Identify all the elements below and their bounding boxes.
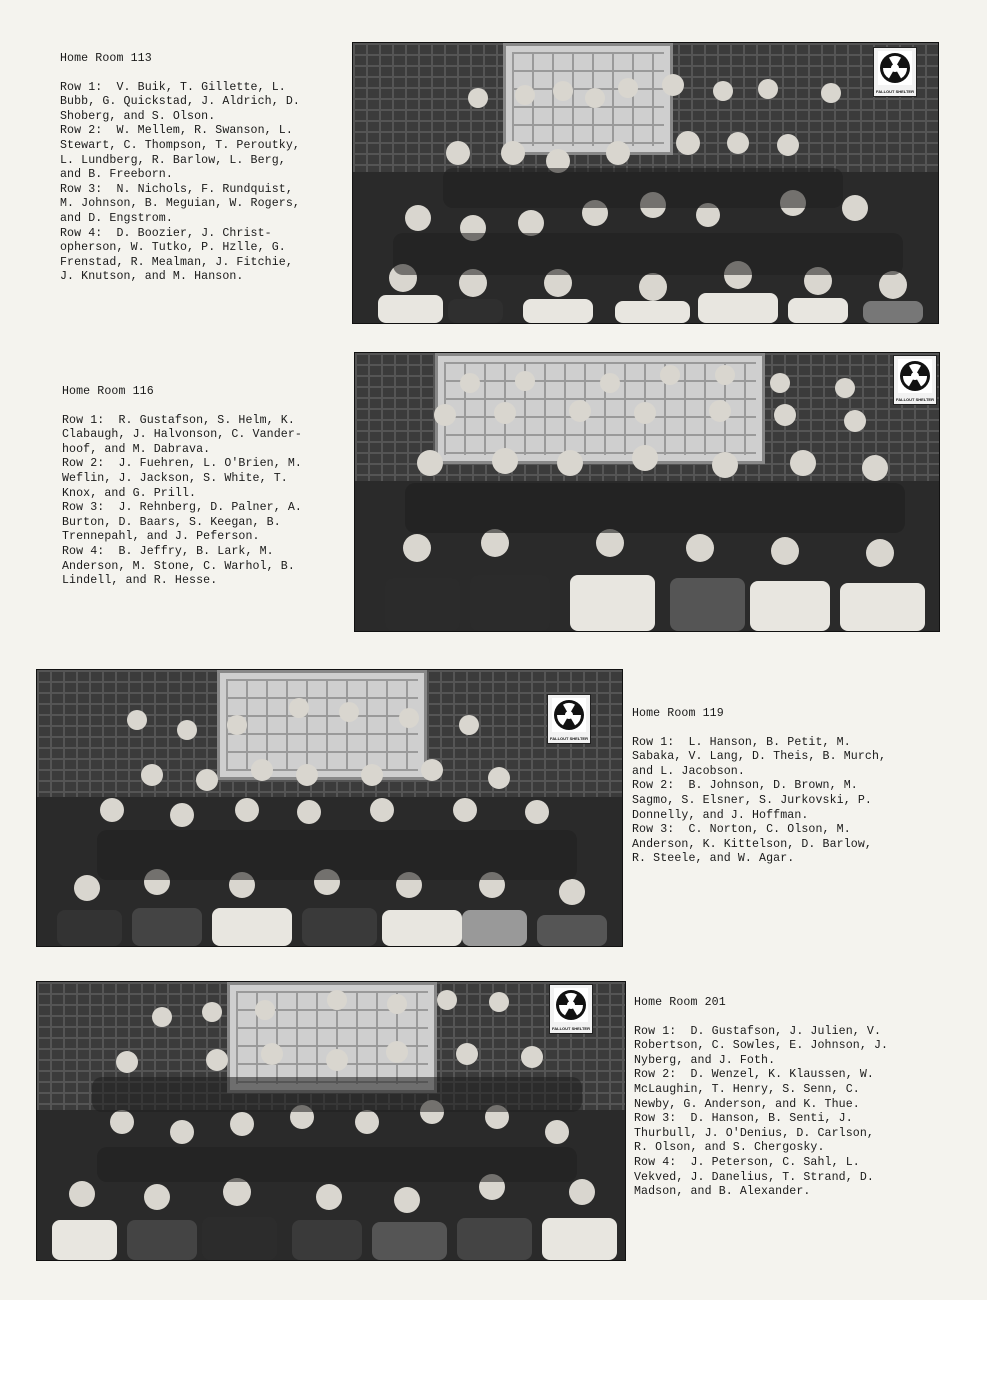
caption-line: Donnelly, and J. Hoffman. <box>632 808 809 822</box>
caption-line: Row 1: L. Hanson, B. Petit, M. <box>632 735 851 749</box>
caption-line: Frenstad, R. Mealman, J. Fitchie, <box>60 255 293 269</box>
caption-line: Shoberg, and S. Olson. <box>60 109 216 123</box>
caption-line: R. Olson, and S. Chergosky. <box>634 1141 825 1155</box>
caption-line: Knox, and G. Prill. <box>62 486 197 500</box>
caption-line: Robertson, C. Sowles, E. Johnson, J. <box>634 1039 889 1053</box>
caption-line: and L. Jacobson. <box>632 764 745 778</box>
caption-line: hoof, and M. Dabrava. <box>62 442 211 456</box>
caption-line: Burton, D. Baars, S. Keegan, B. <box>62 515 281 529</box>
caption-line: Anderson, K. Kittelson, D. Barlow, <box>632 837 872 851</box>
caption-line: Sabaka, V. Lang, D. Theis, B. Murch, <box>632 750 887 764</box>
caption-line: Trennepahl, and J. Peferson. <box>62 530 260 544</box>
caption-line: opherson, W. Tutko, P. Hzlle, G. <box>60 241 286 255</box>
caption-home-room-113 <box>60 52 345 285</box>
caption-line: Row 1: D. Gustafson, J. Julien, V. <box>634 1024 882 1038</box>
page-bottom-margin <box>0 1300 987 1390</box>
caption-line: J. Knutson, and M. Hanson. <box>60 270 244 284</box>
caption-home-room-201 <box>634 996 929 1200</box>
section-title: Home Room 119 <box>632 707 724 720</box>
class-photo-home-room-119 <box>36 669 623 947</box>
sign-label: FALLOUT SHELTER <box>876 89 914 94</box>
caption-home-room-119 <box>632 707 922 867</box>
caption-line: Row 2: W. Mellem, R. Swanson, L. <box>60 124 293 138</box>
caption-line: Row 4: D. Boozier, J. Christ- <box>60 226 272 240</box>
caption-line: Clabaugh, J. Halvonson, C. Vander- <box>62 428 302 442</box>
caption-line: and B. Freeborn. <box>60 168 173 182</box>
section-title: Home Room 201 <box>634 996 726 1009</box>
caption-line: Sagmo, S. Elsner, S. Jurkovski, P. <box>632 793 872 807</box>
students-group <box>355 353 939 631</box>
caption-line: Lindell, and R. Hesse. <box>62 574 218 588</box>
caption-line: and D. Engstrom. <box>60 211 173 225</box>
caption-line: Thurbull, J. O'Denius, D. Carlson, <box>634 1126 874 1140</box>
caption-line: Row 1: V. Buik, T. Gillette, L. <box>60 80 286 94</box>
caption-line: Row 4: J. Peterson, C. Sahl, L. <box>634 1155 860 1169</box>
class-photo-home-room-201 <box>36 981 626 1261</box>
caption-line: L. Lundberg, R. Barlow, L. Berg, <box>60 153 286 167</box>
caption-line: Row 4: B. Jeffry, B. Lark, M. <box>62 544 274 558</box>
sign-label: FALLOUT SHELTER <box>896 397 934 402</box>
caption-line: Row 3: J. Rehnberg, D. Palner, A. <box>62 501 302 515</box>
sign-label: FALLOUT SHELTER <box>550 736 588 741</box>
caption-line: Newby, G. Anderson, and K. Thue. <box>634 1097 860 1111</box>
section-title: Home Room 113 <box>60 52 152 65</box>
sign-label: FALLOUT SHELTER <box>552 1026 590 1031</box>
caption-line: Row 1: R. Gustafson, S. Helm, K. <box>62 413 295 427</box>
caption-line: Row 2: D. Wenzel, K. Klaussen, W. <box>634 1068 874 1082</box>
class-photo-home-room-113 <box>352 42 939 324</box>
caption-line: Row 3: N. Nichols, F. Rundquist, <box>60 182 293 196</box>
caption-line: Vekved, J. Danelius, T. Strand, D. <box>634 1170 874 1184</box>
caption-line: Row 3: D. Hanson, B. Senti, J. <box>634 1112 853 1126</box>
caption-home-room-116 <box>62 385 347 589</box>
caption-line: Row 2: B. Johnson, D. Brown, M. <box>632 779 858 793</box>
caption-line: Nyberg, and J. Foth. <box>634 1053 776 1067</box>
section-title: Home Room 116 <box>62 385 154 398</box>
students-group <box>37 670 622 946</box>
caption-line: M. Johnson, B. Meguian, W. Rogers, <box>60 197 300 211</box>
caption-line: R. Steele, and W. Agar. <box>632 852 795 866</box>
students-group <box>37 982 625 1260</box>
caption-line: Weflin, J. Jackson, S. White, T. <box>62 471 288 485</box>
caption-line: Row 3: C. Norton, C. Olson, M. <box>632 823 851 837</box>
caption-line: Stewart, C. Thompson, T. Peroutky, <box>60 138 300 152</box>
caption-line: Anderson, M. Stone, C. Warhol, B. <box>62 559 295 573</box>
caption-line: Row 2: J. Fuehren, L. O'Brien, M. <box>62 457 302 471</box>
class-photo-home-room-116 <box>354 352 940 632</box>
caption-line: Madson, and B. Alexander. <box>634 1185 811 1199</box>
caption-line: Bubb, G. Quickstad, J. Aldrich, D. <box>60 95 300 109</box>
students-group <box>353 43 938 323</box>
caption-line: McLaughin, T. Henry, S. Senn, C. <box>634 1082 860 1096</box>
